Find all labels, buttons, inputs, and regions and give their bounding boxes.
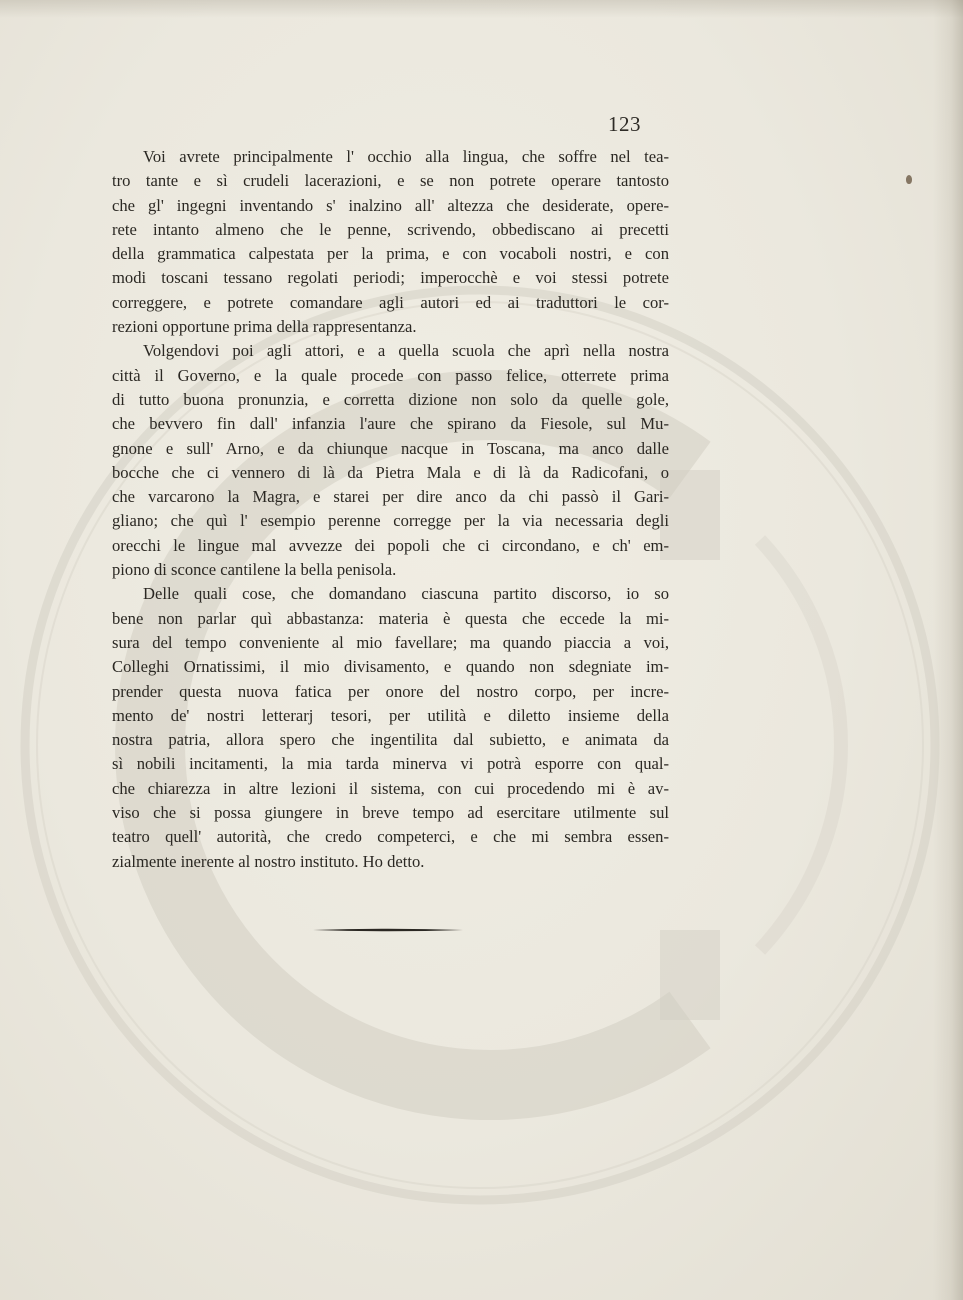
text-line: città il Governo, e la quale procede con passo felice, otterrete prima	[112, 365, 669, 385]
text-line: gliano; che quì l' esempio perenne corregge per la via necessaria degli	[112, 511, 669, 531]
text-line: rezioni opportune prima della rappresentanza.	[112, 317, 417, 337]
text-line: zialmente inerente al nostro instituto. Ho detto.	[112, 851, 425, 871]
text-line: bocche che ci vennero di là da Pietra Mala e di là da Radicofani, o	[112, 462, 669, 482]
text-line: modi toscani tessano regolati periodi; imperocchè e voi stessi potrete	[112, 268, 669, 288]
text-line: rete intanto almeno che le penne, scrivendo, obbediscano ai precetti	[112, 219, 669, 239]
text-line: prender questa nuova fatica per onore del nostro corpo, per incre-	[112, 681, 669, 701]
text-line: correggere, e potrete comandare agli autori ed ai traduttori le cor-	[112, 292, 669, 312]
text-line: sì nobili incitamenti, la mia tarda minerva vi potrà esporre con qual-	[112, 754, 669, 774]
text-line: tro tante e sì crudeli lacerazioni, e se non potrete operare tantosto	[112, 171, 669, 191]
page-number: 123	[608, 112, 641, 136]
text-line: mento de' nostri letterarj tesori, per utilità e diletto insieme della	[112, 705, 669, 725]
text-line: che chiarezza in altre lezioni il sistema, con cui procedendo mi è av-	[112, 778, 669, 798]
paragraph-3	[112, 582, 669, 874]
text-line: di tutto buona pronunzia, e corretta dizione non solo da quelle gole,	[112, 389, 669, 409]
text-line: che bevvero fin dall' infanzia l'aure che spirano da Fiesole, sul Mu-	[112, 414, 669, 434]
paragraph-1	[112, 145, 669, 339]
text-line: teatro quell' autorità, che credo competerci, e che mi sembra essen-	[112, 827, 669, 847]
page-edge-shadow	[933, 0, 963, 1300]
body-text	[112, 145, 669, 874]
text-line: bene non parlar quì abbastanza: materia è questa che eccede la mi-	[112, 608, 669, 628]
text-line: Colleghi Ornatissimi, il mio divisamento, e quando non sdegniate im-	[112, 657, 669, 677]
ink-spot	[906, 175, 912, 184]
paragraph-2	[112, 339, 669, 582]
text-line: viso che si possa giungere in breve tempo ad esercitare utilmente sul	[112, 803, 669, 823]
ornament-rule-icon	[313, 928, 463, 932]
text-line: che varcarono la Magra, e starei per dire anco da chi passò il Gari-	[112, 487, 669, 507]
text-line: Delle quali cose, che domandano ciascuna partito discorso, io so	[143, 584, 669, 604]
text-line: della grammatica calpestata per la prima, e con vocaboli nostri, e con	[112, 244, 669, 264]
text-line: che gl' ingegni inventando s' inalzino all' altezza che desiderate, opere-	[112, 195, 669, 215]
text-line: orecchi le lingue mal avvezze dei popoli che ci circondano, e ch' em-	[112, 535, 669, 555]
page-top-shadow	[0, 0, 963, 18]
text-line: nostra patria, allora spero che ingentilita dal subietto, e animata da	[112, 730, 669, 750]
text-line: gnone e sull' Arno, e da chiunque nacque in Toscana, ma anco dalle	[112, 438, 669, 458]
text-line: piono di sconce cantilene la bella penisola.	[112, 560, 397, 580]
text-line: Voi avrete principalmente l' occhio alla lingua, che soffre nel tea-	[143, 147, 669, 166]
text-line: sura del tempo conveniente al mio favellare; ma quando piaccia a voi,	[112, 632, 669, 652]
text-line: Volgendovi poi agli attori, e a quella scuola che aprì nella nostra	[143, 341, 669, 361]
